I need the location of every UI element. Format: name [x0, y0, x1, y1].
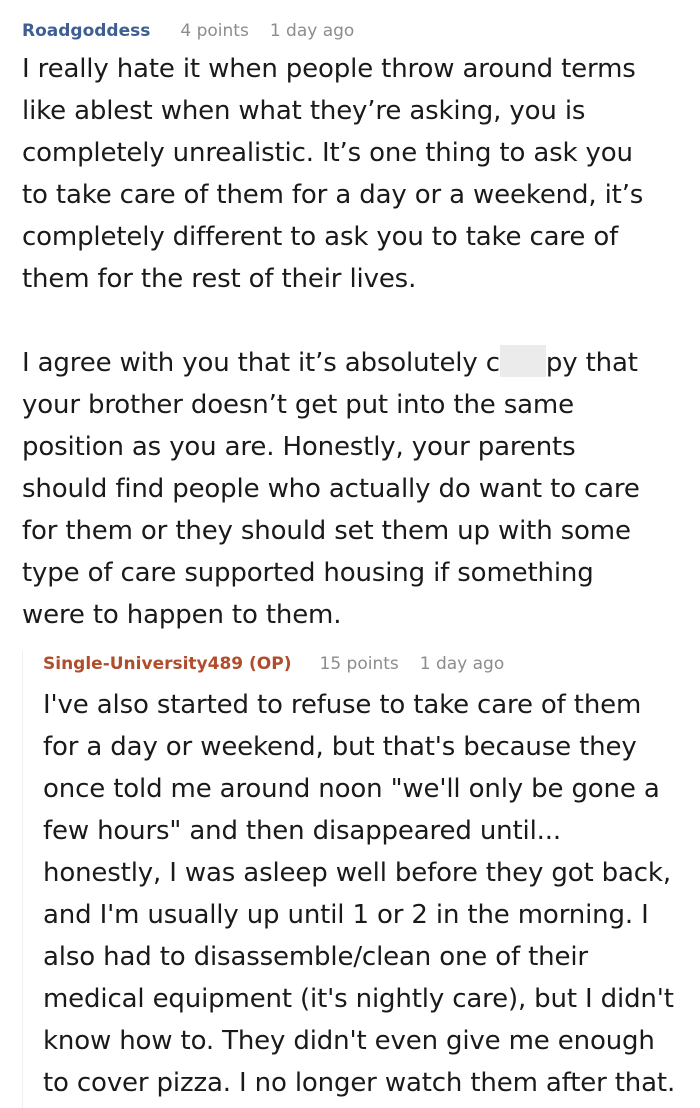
comment-line: completely unrealistic. It’s one thing to ask you: [22, 138, 633, 168]
comment-line: position as you are. Honestly, your parents: [22, 432, 576, 462]
comment-line: once told me around noon "we'll only be gone a: [43, 774, 660, 804]
comment-points: 15 points: [319, 654, 399, 674]
comment-line: them for the rest of their lives.: [22, 264, 417, 294]
comment-line: to cover pizza. I no longer watch them after that.: [43, 1068, 676, 1098]
comment-line: and I'm usually up until 1 or 2 in the morning. I: [43, 900, 649, 930]
comment-line: for them or they should set them up with some: [22, 516, 631, 546]
comment-line: to take care of them for a day or a weekend, it’s: [22, 180, 644, 210]
comment-line: also had to disassemble/clean one of their: [43, 942, 588, 972]
comment-line: like ablest when what they’re asking, you is: [22, 96, 586, 126]
comment-header: [43, 651, 693, 677]
comment-line: honestly, I was asleep well before they got back,: [43, 858, 671, 888]
comment-roadgoddess: [22, 18, 692, 636]
comment-line: should find people who actually do want to care: [22, 474, 640, 504]
comment-line: medical equipment (it's nightly care), but I didn't: [43, 984, 674, 1014]
comment-timestamp[interactable]: 1 day ago: [419, 654, 505, 674]
comment-body: [22, 48, 692, 636]
comment-line: [22, 342, 692, 384]
comment-author-link[interactable]: Single-University489 (OP): [43, 654, 292, 674]
comment-header: [22, 18, 692, 44]
comment-timestamp[interactable]: 1 day ago: [269, 21, 355, 41]
paragraph-break: [22, 300, 692, 342]
comment-line: were to happen to them.: [22, 600, 342, 630]
comment-author-link[interactable]: Roadgoddess: [22, 21, 151, 41]
comment-points: 4 points: [180, 21, 249, 41]
comment-body: [43, 684, 693, 1104]
comment-text-before-censor: I agree with you that it’s absolutely c: [22, 348, 500, 378]
comment-line: type of care supported housing if something: [22, 558, 594, 588]
comment-line: your brother doesn’t get put into the same: [22, 390, 574, 420]
censor-block: [500, 345, 546, 377]
thread-line[interactable]: [22, 651, 23, 1108]
comment-line: few hours" and then disappeared until...: [43, 816, 562, 846]
comment-text-after-censor: py that: [545, 348, 638, 378]
comment-reply-op: [43, 651, 693, 1104]
comment-line: completely different to ask you to take care of: [22, 222, 619, 252]
comment-line: for a day or weekend, but that's because they: [43, 732, 637, 762]
comment-line: I really hate it when people throw around terms: [22, 54, 636, 84]
comment-line: I've also started to refuse to take care of them: [43, 690, 642, 720]
comment-line: know how to. They didn't even give me enough: [43, 1026, 655, 1056]
